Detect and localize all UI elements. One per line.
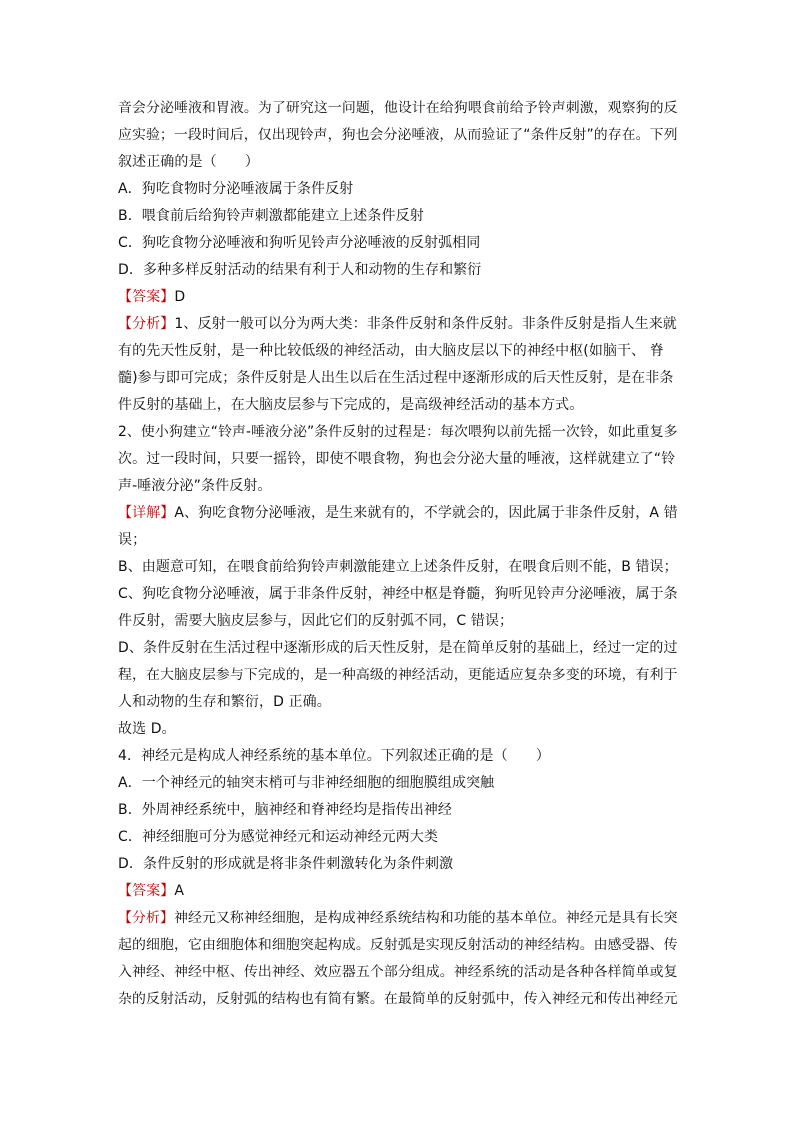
text-line: [118, 581, 678, 608]
line-text: 人和动物的生存和繁衍，D 正确。: [118, 694, 331, 710]
line-text: A、狗吃食物分泌唾液，是生来就有的，不学就会的，因此属于非条件反射，A 错: [174, 505, 678, 521]
text-line: [118, 743, 678, 770]
line-text: A: [174, 883, 185, 899]
text-line: [118, 284, 678, 311]
line-text: 4．神经元是构成人神经系统的基本单位。下列叙述正确的是（ ）: [118, 748, 551, 764]
section-tag: 【答案】: [118, 289, 175, 305]
document-page: [118, 95, 678, 1013]
text-line: [118, 149, 678, 176]
text-line: [118, 419, 678, 446]
line-text: 叙述正确的是（ ）: [118, 154, 259, 170]
text-line: [118, 932, 678, 959]
text-line: [118, 176, 678, 203]
section-tag: 【答案】: [118, 883, 175, 899]
text-line: [118, 716, 678, 743]
text-line: [118, 959, 678, 986]
line-text: 声-唾液分泌”条件反射。: [118, 478, 272, 494]
line-text: 杂的反射活动，反射弧的结构也有简有繁。在最简单的反射弧中，传入神经元和传出神经元: [118, 991, 678, 1007]
text-line: [118, 122, 678, 149]
line-text: 次。过一段时间，只要一摇铃，即使不喂食物，狗也会分泌大量的唾液，这样就建立了“铃: [118, 451, 676, 467]
line-text: 起的细胞，它由细胞体和细胞突起构成。反射弧是实现反射活动的神经结构。由感受器、传: [118, 937, 678, 953]
line-text: 故选 D。: [118, 721, 176, 737]
line-text: 件反射，需要大脑皮层参与，因此它们的反射弧不同，C 错误；: [118, 613, 514, 629]
line-text: 1、反射一般可以分为两大类：非条件反射和条件反射。非条件反射是指人生来就: [174, 316, 677, 332]
line-text: D．多种多样反射活动的结果有利于人和动物的生存和繁衍: [118, 262, 482, 278]
text-line: [118, 473, 678, 500]
line-text: B．外周神经系统中，脑神经和脊神经均是指传出神经: [118, 802, 453, 818]
text-line: [118, 95, 678, 122]
line-text: 2、使小狗建立“铃声-唾液分泌”条件反射的过程是：每次喂狗以前先摇一次铃，如此重复多: [118, 424, 678, 440]
section-tag: 【分析】: [118, 910, 174, 926]
line-text: B、由题意可知，在喂食前给狗铃声刺激能建立上述条件反射，在喂食后则不能，B 错误；: [118, 559, 678, 575]
line-text: D、条件反射在生活过程中逐渐形成的后天性反射，是在简单反射的基础上，经过一定的过: [118, 640, 678, 656]
line-text: 应实验；一段时间后，仅出现铃声，狗也会分泌唾液，从而验证了“条件反射”的存在。下列: [118, 127, 678, 143]
line-text: B．喂食前后给狗铃声刺激都能建立上述条件反射: [118, 208, 424, 224]
section-tag: 【分析】: [118, 316, 175, 332]
text-line: [118, 689, 678, 716]
text-line: [118, 446, 678, 473]
text-line: [118, 203, 678, 230]
text-line: [118, 311, 678, 338]
line-text: 程，在大脑皮层参与下完成的，是一种高级的神经活动，更能适应复杂多变的环境，有利于: [118, 667, 678, 683]
text-line: [118, 392, 678, 419]
line-text: A．狗吃食物时分泌唾液属于条件反射: [118, 181, 354, 197]
line-text: 音会分泌唾液和胃液。为了研究这一问题，他设计在给狗喂食前给予铃声刺激，观察狗的反: [118, 100, 678, 116]
text-line: [118, 554, 678, 581]
text-line: [118, 905, 678, 932]
line-text: C．狗吃食物分泌唾液和狗听见铃声分泌唾液的反射弧相同: [118, 235, 481, 251]
text-line: [118, 230, 678, 257]
section-tag: 【详解】: [118, 505, 175, 521]
line-text: 髓)参与即可完成；条件反射是人出生以后在生活过程中逐渐形成的后天性反射，是在非条: [118, 370, 674, 386]
text-line: [118, 986, 678, 1013]
text-line: [118, 257, 678, 284]
line-text: C、狗吃食物分泌唾液，属于非条件反射，神经中枢是脊髓，狗听见铃声分泌唾液，属于条: [118, 586, 678, 602]
text-line: [118, 527, 678, 554]
line-text: 有的先天性反射，是一种比较低级的神经活动，由大脑皮层以下的神经中枢(如脑干、 脊: [118, 343, 664, 359]
text-line: [118, 608, 678, 635]
line-text: 神经元又称神经细胞，是构成神经系统结构和功能的基本单位。神经元是具有长突: [173, 910, 678, 926]
line-text: D: [174, 289, 186, 305]
line-text: 入神经、神经中枢、传出神经、效应器五个部分组成。神经系统的活动是各种各样简单或复: [118, 964, 678, 980]
line-text: 误；: [118, 532, 147, 548]
text-line: [118, 797, 678, 824]
text-line: [118, 878, 678, 905]
line-text: 件反射的基础上，在大脑皮层参与下完成的，是高级神经活动的基本方式。: [118, 397, 584, 413]
line-text: A．一个神经元的轴突末梢可与非神经细胞的细胞膜组成突触: [118, 775, 495, 791]
line-text: C．神经细胞可分为感觉神经元和运动神经元两大类: [118, 829, 439, 845]
text-line: [118, 500, 678, 527]
line-text: D．条件反射的形成就是将非条件刺激转化为条件刺激: [118, 856, 454, 872]
text-line: [118, 662, 678, 689]
text-line: [118, 635, 678, 662]
text-line: [118, 365, 678, 392]
text-line: [118, 824, 678, 851]
text-line: [118, 338, 678, 365]
text-line: [118, 770, 678, 797]
text-line: [118, 851, 678, 878]
